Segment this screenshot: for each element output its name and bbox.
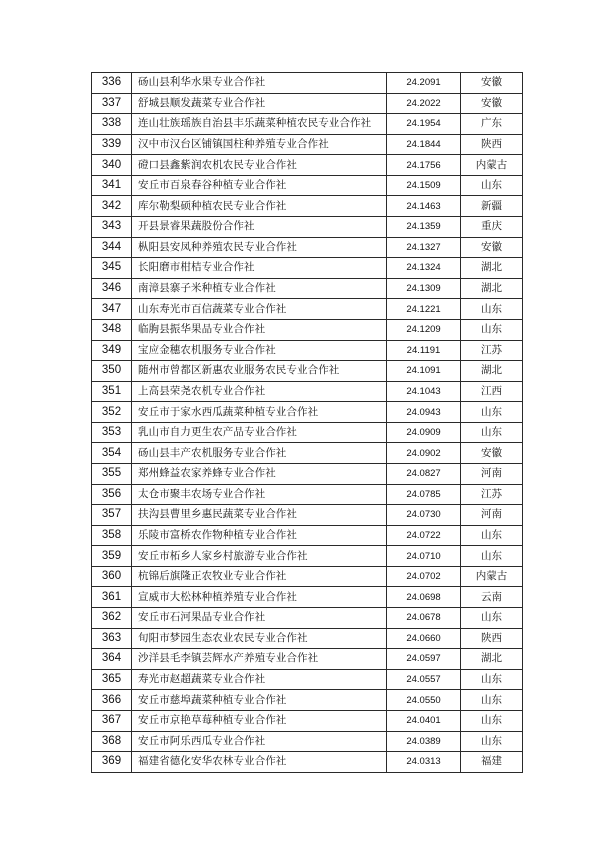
province-cell: 安徽 [461, 237, 523, 258]
table-row [92, 690, 523, 711]
cooperative-name-cell: 安丘市石河果品专业合作社 [132, 608, 387, 629]
table-row [92, 731, 523, 752]
score-cell: 24.1191 [387, 340, 461, 361]
rank-cell: 365 [92, 669, 132, 690]
rank-cell: 345 [92, 258, 132, 279]
cooperative-name-cell: 长阳磨市柑桔专业合作社 [132, 258, 387, 279]
table-row [92, 319, 523, 340]
table-row [92, 299, 523, 320]
cooperative-name-cell: 安丘市百泉春谷种植专业合作社 [132, 175, 387, 196]
cooperative-name-cell: 砀山县利华水果专业合作社 [132, 73, 387, 94]
score-cell: 24.0710 [387, 546, 461, 567]
province-cell: 陕西 [461, 628, 523, 649]
score-cell: 24.2022 [387, 93, 461, 114]
score-cell: 24.0389 [387, 731, 461, 752]
rank-cell: 344 [92, 237, 132, 258]
province-cell: 安徽 [461, 443, 523, 464]
rank-cell: 342 [92, 196, 132, 217]
cooperative-name-cell: 砀山县丰产农机服务专业合作社 [132, 443, 387, 464]
score-cell: 24.0827 [387, 463, 461, 484]
score-cell: 24.0401 [387, 710, 461, 731]
cooperative-name-cell: 开县景睿果蔬股份合作社 [132, 217, 387, 238]
score-cell: 24.1091 [387, 361, 461, 382]
cooperative-name-cell: 安丘市阿乐西瓜专业合作社 [132, 731, 387, 752]
score-cell: 24.1209 [387, 319, 461, 340]
score-cell: 24.1043 [387, 381, 461, 402]
cooperative-name-cell: 随州市曾都区新惠农业服务农民专业合作社 [132, 361, 387, 382]
province-cell: 福建 [461, 752, 523, 773]
rank-cell: 362 [92, 608, 132, 629]
table-row [92, 340, 523, 361]
province-cell: 山东 [461, 608, 523, 629]
province-cell: 内蒙古 [461, 566, 523, 587]
score-cell: 24.0678 [387, 608, 461, 629]
score-cell: 24.0557 [387, 669, 461, 690]
score-cell: 24.1327 [387, 237, 461, 258]
cooperative-name-cell: 安丘市于家水西瓜蔬菜种植专业合作社 [132, 402, 387, 423]
province-cell: 江苏 [461, 340, 523, 361]
table-row [92, 196, 523, 217]
score-cell: 24.0909 [387, 422, 461, 443]
table-row [92, 566, 523, 587]
table-row [92, 114, 523, 135]
rank-cell: 336 [92, 73, 132, 94]
province-cell: 湖北 [461, 278, 523, 299]
cooperative-name-cell: 郑州蜂益农家养蜂专业合作社 [132, 463, 387, 484]
rank-cell: 347 [92, 299, 132, 320]
table-row [92, 73, 523, 94]
score-cell: 24.1309 [387, 278, 461, 299]
cooperative-name-cell: 连山壮族瑶族自治县丰乐蔬菜种植农民专业合作社 [132, 114, 387, 135]
score-cell: 24.0550 [387, 690, 461, 711]
rank-cell: 358 [92, 525, 132, 546]
province-cell: 山东 [461, 299, 523, 320]
table-row [92, 649, 523, 670]
score-cell: 24.1324 [387, 258, 461, 279]
rank-cell: 364 [92, 649, 132, 670]
score-cell: 24.0698 [387, 587, 461, 608]
score-cell: 24.0722 [387, 525, 461, 546]
table-row [92, 752, 523, 773]
province-cell: 山东 [461, 669, 523, 690]
table-row [92, 484, 523, 505]
score-cell: 24.0702 [387, 566, 461, 587]
table-row [92, 278, 523, 299]
table-row [92, 93, 523, 114]
table-row [92, 628, 523, 649]
cooperative-name-cell: 太仓市聚丰农场专业合作社 [132, 484, 387, 505]
score-cell: 24.1954 [387, 114, 461, 135]
province-cell: 安徽 [461, 93, 523, 114]
rank-cell: 366 [92, 690, 132, 711]
rank-cell: 355 [92, 463, 132, 484]
cooperative-name-cell: 山东寿光市百信蔬菜专业合作社 [132, 299, 387, 320]
rank-cell: 360 [92, 566, 132, 587]
province-cell: 山东 [461, 319, 523, 340]
province-cell: 山东 [461, 175, 523, 196]
score-cell: 24.1509 [387, 175, 461, 196]
rank-cell: 356 [92, 484, 132, 505]
table-row [92, 237, 523, 258]
cooperative-name-cell: 磴口县鑫紫润农机农民专业合作社 [132, 155, 387, 176]
score-cell: 24.0597 [387, 649, 461, 670]
cooperative-name-cell: 宣威市大松林种植养殖专业合作社 [132, 587, 387, 608]
province-cell: 河南 [461, 505, 523, 526]
cooperative-name-cell: 福建省德化安华农林专业合作社 [132, 752, 387, 773]
rank-cell: 337 [92, 93, 132, 114]
table-row [92, 587, 523, 608]
table-row [92, 669, 523, 690]
rank-cell: 338 [92, 114, 132, 135]
rank-cell: 339 [92, 134, 132, 155]
score-cell: 24.1756 [387, 155, 461, 176]
cooperative-name-cell: 库尔勒梨硕种植农民专业合作社 [132, 196, 387, 217]
cooperative-name-cell: 舒城县顺发蔬菜专业合作社 [132, 93, 387, 114]
score-cell: 24.0943 [387, 402, 461, 423]
province-cell: 内蒙古 [461, 155, 523, 176]
province-cell: 山东 [461, 402, 523, 423]
cooperative-name-cell: 乳山市自力更生农产品专业合作社 [132, 422, 387, 443]
province-cell: 湖北 [461, 258, 523, 279]
province-cell: 山东 [461, 525, 523, 546]
rank-cell: 350 [92, 361, 132, 382]
cooperative-name-cell: 汉中市汉台区铺镇国柱种养殖专业合作社 [132, 134, 387, 155]
cooperative-name-cell: 旬阳市梦园生态农业农民专业合作社 [132, 628, 387, 649]
cooperative-name-cell: 临朐县振华果品专业合作社 [132, 319, 387, 340]
province-cell: 重庆 [461, 217, 523, 238]
table-row [92, 402, 523, 423]
score-cell: 24.1221 [387, 299, 461, 320]
table-row [92, 525, 523, 546]
province-cell: 陕西 [461, 134, 523, 155]
rank-cell: 349 [92, 340, 132, 361]
rank-cell: 353 [92, 422, 132, 443]
province-cell: 云南 [461, 587, 523, 608]
province-cell: 山东 [461, 690, 523, 711]
province-cell: 山东 [461, 422, 523, 443]
province-cell: 山东 [461, 710, 523, 731]
province-cell: 江苏 [461, 484, 523, 505]
province-cell: 山东 [461, 546, 523, 567]
rank-cell: 367 [92, 710, 132, 731]
score-cell: 24.2091 [387, 73, 461, 94]
score-cell: 24.1844 [387, 134, 461, 155]
province-cell: 江西 [461, 381, 523, 402]
table-row [92, 155, 523, 176]
table-row [92, 381, 523, 402]
cooperative-name-cell: 枞阳县安凤种养殖农民专业合作社 [132, 237, 387, 258]
province-cell: 安徽 [461, 73, 523, 94]
rank-cell: 352 [92, 402, 132, 423]
cooperative-name-cell: 扶沟县曹里乡惠民蔬菜专业合作社 [132, 505, 387, 526]
table-row [92, 134, 523, 155]
score-cell: 24.1359 [387, 217, 461, 238]
cooperative-name-cell: 南漳县寨子米种植专业合作社 [132, 278, 387, 299]
province-cell: 新疆 [461, 196, 523, 217]
rank-cell: 351 [92, 381, 132, 402]
province-cell: 山东 [461, 731, 523, 752]
cooperative-ranking-table [91, 72, 523, 773]
cooperative-name-cell: 杭锦后旗隆正农牧业专业合作社 [132, 566, 387, 587]
rank-cell: 363 [92, 628, 132, 649]
rank-cell: 359 [92, 546, 132, 567]
cooperative-name-cell: 安丘市柘乡人家乡村旅游专业合作社 [132, 546, 387, 567]
rank-cell: 340 [92, 155, 132, 176]
table-row [92, 175, 523, 196]
rank-cell: 361 [92, 587, 132, 608]
rank-cell: 354 [92, 443, 132, 464]
rank-cell: 341 [92, 175, 132, 196]
table-row [92, 217, 523, 238]
province-cell: 湖北 [461, 361, 523, 382]
table-row [92, 258, 523, 279]
cooperative-name-cell: 宝应金穗农机服务专业合作社 [132, 340, 387, 361]
rank-cell: 346 [92, 278, 132, 299]
cooperative-name-cell: 沙洋县毛李镇芸辉水产养殖专业合作社 [132, 649, 387, 670]
cooperative-name-cell: 寿光市赵超蔬菜专业合作社 [132, 669, 387, 690]
score-cell: 24.0785 [387, 484, 461, 505]
cooperative-name-cell: 上高县荣尧农机专业合作社 [132, 381, 387, 402]
rank-cell: 348 [92, 319, 132, 340]
table-row [92, 463, 523, 484]
rank-cell: 369 [92, 752, 132, 773]
score-cell: 24.0313 [387, 752, 461, 773]
table-row [92, 608, 523, 629]
province-cell: 湖北 [461, 649, 523, 670]
score-cell: 24.0902 [387, 443, 461, 464]
cooperative-name-cell: 安丘市慈埠蔬菜种植专业合作社 [132, 690, 387, 711]
province-cell: 河南 [461, 463, 523, 484]
rank-cell: 343 [92, 217, 132, 238]
score-cell: 24.0730 [387, 505, 461, 526]
table-row [92, 710, 523, 731]
rank-cell: 357 [92, 505, 132, 526]
rank-cell: 368 [92, 731, 132, 752]
province-cell: 广东 [461, 114, 523, 135]
table-row [92, 443, 523, 464]
table-row [92, 422, 523, 443]
table-row [92, 361, 523, 382]
table-body [92, 73, 523, 773]
cooperative-name-cell: 乐陵市富桥农作物种植专业合作社 [132, 525, 387, 546]
cooperative-name-cell: 安丘市京艳草莓种植专业合作社 [132, 710, 387, 731]
table-row [92, 546, 523, 567]
score-cell: 24.0660 [387, 628, 461, 649]
table-row [92, 505, 523, 526]
score-cell: 24.1463 [387, 196, 461, 217]
